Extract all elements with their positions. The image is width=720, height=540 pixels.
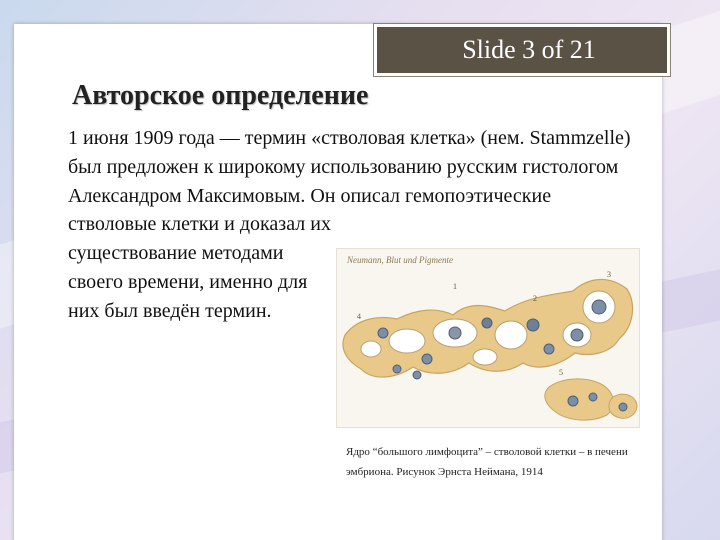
- figure-label: 1: [453, 282, 457, 291]
- slide-title: Авторское определение: [72, 80, 369, 111]
- body-paragraph-1: 1 июня 1909 года — термин «стволовая клетка» (нем. Stammzelle) был предложен к широкому использованию русским гистологом Александром Максимовым. Он описал гемопоэтические: [68, 127, 631, 207]
- cell-nucleus: [393, 365, 401, 373]
- cell-nucleus: [571, 329, 583, 341]
- figure-label: 4: [357, 312, 361, 321]
- figure-label: 3: [607, 270, 611, 279]
- body-paragraph-2: стволовые клетки и доказал их существование методами своего времени, именно для них был введён термин.: [68, 213, 331, 322]
- cell-nucleus: [422, 354, 432, 364]
- cell-vacuole: [495, 321, 527, 349]
- cell-vacuole: [389, 329, 425, 353]
- figure-label: 2: [533, 294, 537, 303]
- cell-nucleus: [589, 393, 597, 401]
- cell-vacuole: [473, 349, 497, 365]
- cell-nucleus: [378, 328, 388, 338]
- histology-drawing: [337, 249, 641, 429]
- cell-nucleus: [413, 371, 421, 379]
- cell-vacuole: [361, 341, 381, 357]
- figure-header: Neumann, Blut und Pigmente: [347, 255, 453, 265]
- cell-nucleus: [482, 318, 492, 328]
- cell-nucleus: [449, 327, 461, 339]
- slide-counter-badge: [374, 24, 670, 76]
- cell-nucleus: [544, 344, 554, 354]
- figure-caption: Ядро “большого лимфоцита” – стволовой клетки – в печени эмбриона. Рисунок Эрнста Неймана, 1914: [346, 446, 628, 478]
- slide-counter-label: Slide 3 of 21: [462, 35, 596, 64]
- cell-nucleus: [568, 396, 578, 406]
- cell-nucleus: [619, 403, 627, 411]
- histology-figure: [336, 248, 640, 428]
- cell-nucleus: [592, 300, 606, 314]
- tissue-region-lower: [545, 379, 614, 420]
- figure-label: 5: [559, 368, 563, 377]
- cell-nucleus: [527, 319, 539, 331]
